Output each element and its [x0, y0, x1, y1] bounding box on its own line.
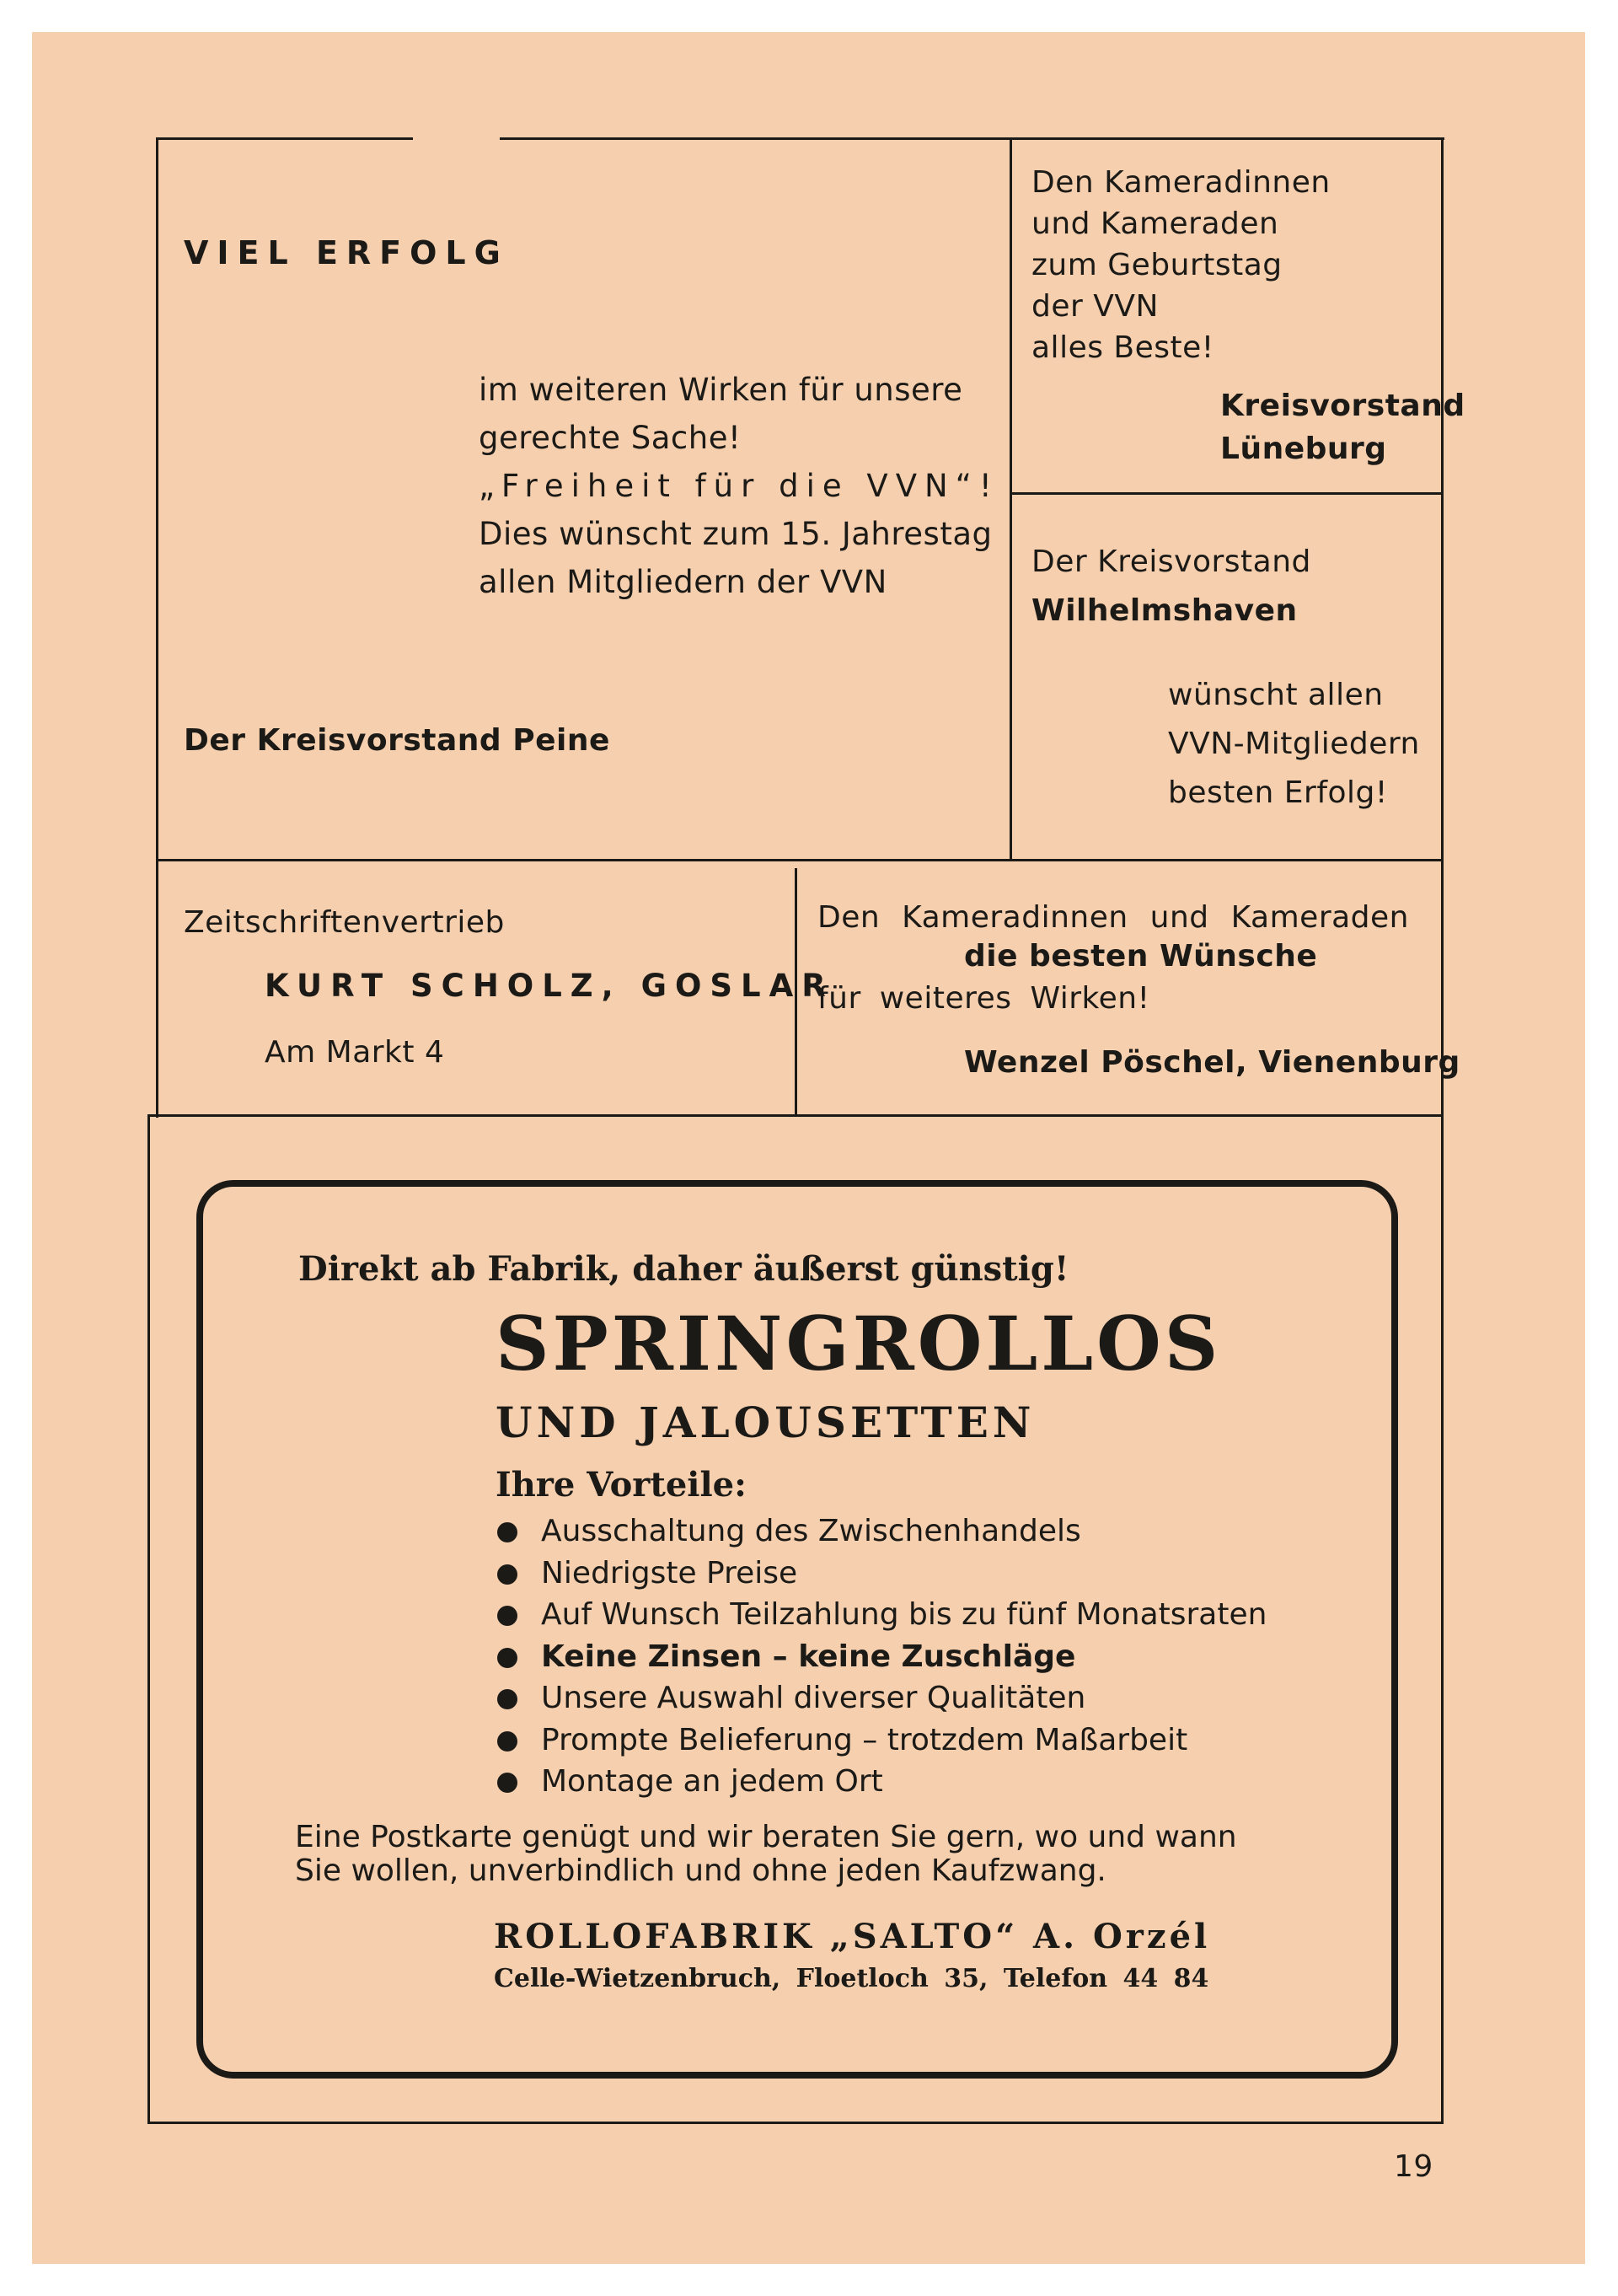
frame-left-top [156, 137, 158, 1118]
peine-heading: VIEL ERFOLG [184, 234, 509, 271]
lueneburg-signature-1: Kreisvorstand [1220, 389, 1465, 423]
divider-horizontal-right [1011, 492, 1443, 495]
divider-vertical-top [1010, 137, 1012, 860]
ad-features-heading: Ihre Vorteile: [496, 1465, 747, 1505]
scholz-address: Am Markt 4 [265, 1035, 445, 1070]
feature-text: Keine Zinsen – keine Zuschläge [541, 1639, 1076, 1674]
ad-title: SPRINGROLLOS [496, 1300, 1222, 1387]
feature-item-7 [497, 1761, 1267, 1803]
bullet-icon [497, 1522, 517, 1542]
frame-left-bottom [147, 1114, 150, 2124]
feature-text: Unsere Auswahl diverser Qualitäten [541, 1681, 1086, 1715]
ad-note-line-2: Sie wollen, unverbindlich und ohne jeden Kaufzwang. [295, 1853, 1106, 1888]
ad-note-line-1: Eine Postkarte genügt und wir beraten Sie gern, wo und wann [295, 1820, 1237, 1854]
feature-item-4 [497, 1636, 1267, 1678]
bullet-icon [497, 1606, 517, 1626]
peine-line-3: „Freiheit für die VVN“! [479, 468, 999, 504]
frame-top-right [500, 137, 1444, 140]
wilhelmshaven-line-1: Der Kreisvorstand [1031, 544, 1311, 579]
page-number: 19 [1394, 2149, 1433, 2184]
wilhelmshaven-message [1168, 671, 1420, 818]
frame-top-left [156, 137, 413, 140]
poeschel-line-3: für weiteres Wirken! [817, 981, 1150, 1016]
wilhelmshaven-msg-2: VVN-Mitgliedern [1168, 727, 1420, 761]
poeschel-line-2: die besten Wünsche [964, 939, 1318, 974]
wilhelmshaven-msg-3: besten Erfolg! [1168, 775, 1388, 810]
bullet-icon [497, 1648, 517, 1668]
feature-item-2 [497, 1553, 1267, 1595]
wilhelmshaven-msg-1: wünscht allen [1168, 678, 1384, 712]
lueneburg-line-1: Den Kameradinnen [1031, 165, 1331, 200]
feature-text: Auf Wunsch Teilzahlung bis zu fünf Monatsraten [541, 1597, 1267, 1632]
lueneburg-signature [1220, 384, 1465, 470]
feature-item-6 [497, 1719, 1267, 1762]
feature-item-3 [497, 1594, 1267, 1636]
wilhelmshaven-line-2: Wilhelmshaven [1031, 593, 1298, 628]
ad-address: Celle-Wietzenbruch, Floetloch 35, Telefon 44 84 [494, 1964, 1209, 1993]
scholz-line-1: Zeitschriftenvertrieb [184, 905, 505, 940]
feature-item-5 [497, 1677, 1267, 1719]
peine-message [479, 366, 999, 606]
peine-line-1: im weiteren Wirken für unsere [479, 372, 963, 408]
feature-text: Montage an jedem Ort [541, 1764, 883, 1799]
lueneburg-message [1031, 162, 1331, 368]
feature-text: Niedrigste Preise [541, 1555, 798, 1591]
peine-signature: Der Kreisvorstand Peine [184, 723, 610, 758]
feature-text: Ausschaltung des Zwischenhandels [541, 1514, 1081, 1548]
lueneburg-line-2: und Kameraden [1031, 207, 1279, 241]
bullet-icon [497, 1689, 517, 1709]
ad-note [295, 1821, 1237, 1888]
bullet-icon [497, 1564, 517, 1585]
lueneburg-signature-2: Lüneburg [1220, 432, 1387, 466]
ad-subtitle: UND JALOUSETTEN [496, 1397, 1036, 1447]
feature-item-1 [497, 1510, 1267, 1553]
poeschel-signature: Wenzel Pöschel, Vienenburg [964, 1045, 1460, 1080]
frame-bottom [147, 2122, 1444, 2124]
lueneburg-line-5: alles Beste! [1031, 330, 1214, 365]
bullet-icon [497, 1773, 517, 1793]
divider-horizontal-2 [150, 1114, 1443, 1117]
ad-company: ROLLOFABRIK „SALTO“ A. Orzél [494, 1917, 1211, 1956]
peine-line-4: Dies wünscht zum 15. Jahrestag [479, 516, 993, 552]
lueneburg-line-4: der VVN [1031, 289, 1159, 324]
peine-line-5: allen Mitgliedern der VVN [479, 564, 887, 600]
bullet-icon [497, 1731, 517, 1752]
scholz-name: KURT SCHOLZ, GOSLAR [265, 968, 834, 1004]
lueneburg-line-3: zum Geburtstag [1031, 248, 1283, 282]
feature-text: Prompte Belieferung – trotzdem Maßarbeit [541, 1722, 1188, 1757]
divider-horizontal-1 [156, 859, 1443, 861]
ad-tagline: Direkt ab Fabrik, daher äußerst günstig! [298, 1249, 1069, 1289]
peine-line-2: gerechte Sache! [479, 420, 742, 456]
poeschel-line-1: Den Kameradinnen und Kameraden [817, 900, 1409, 935]
ad-features-list [497, 1510, 1267, 1803]
